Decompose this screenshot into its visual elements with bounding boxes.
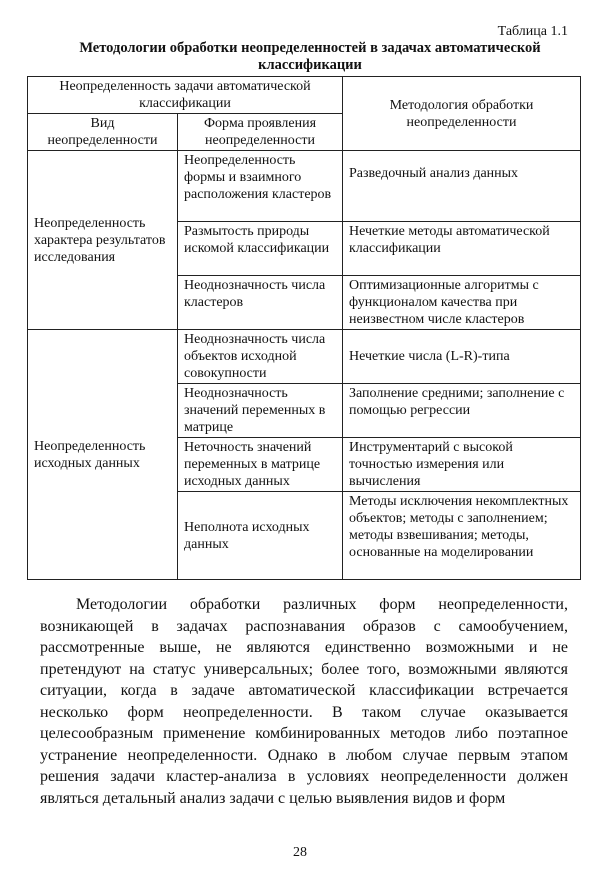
method-cell: Заполнение средними; заполнение с помощью регрессии xyxy=(343,384,581,438)
table-title: Методологии обработки неопределенностей в задачах автоматической классификации xyxy=(79,40,541,73)
form-cell: Неоднозначность числа объектов исходной совокупности xyxy=(178,330,343,384)
form-cell: Размытость природы искомой классификации xyxy=(178,222,343,276)
uncertainty-type-cell: Неопределенность исходных данных xyxy=(28,330,178,580)
table-label: Таблица 1.1 xyxy=(497,24,568,39)
method-cell: Методы исключения некомплектных объектов; методы с заполнением; методы взвешивания; методы, основанные на моделировании xyxy=(343,492,581,580)
table-row xyxy=(28,151,581,222)
method-cell: Оптимизационные алгоритмы с функционалом качества при неизвестном числе кластеров xyxy=(343,276,581,330)
table-header-row xyxy=(28,77,581,114)
form-cell: Неоднозначность значений переменных в матрице xyxy=(178,384,343,438)
body-paragraph: Методологии обработки различных форм неопределенности, возникающей в задачах распознавания образов с самообучением, рассмотренные выше, не являются единственно возможными и не претендуют на статус универсальных; более того, возможными являются ситуации, когда в задаче автоматической классификации встречается несколько форм неопределенности. В таком случае оказывается целесообразным применение комбинированных методов либо поэтапное устранение неопределенности. Однако в любом случае первым этапом решения задачи кластер-анализа в условиях неопределенности должен являться детальный анализ задачи с целью выявления видов и форм xyxy=(40,596,568,807)
method-cell: Инструментарий с высокой точностью измерения или вычисления xyxy=(343,438,581,492)
header-type-cell: Вид неопределенности xyxy=(28,114,178,151)
header-form-cell: Форма проявления неопределенности xyxy=(178,114,343,151)
methodology-table xyxy=(27,76,581,580)
form-cell: Неполнота исходных данных xyxy=(178,492,343,580)
header-group-cell: Неопределенность задачи автоматической классификации xyxy=(28,77,343,114)
method-cell: Нечеткие числа (L-R)-типа xyxy=(343,330,581,384)
form-cell: Неточность значений переменных в матрице исходных данных xyxy=(178,438,343,492)
header-method-cell: Методология обработки неопределенности xyxy=(343,77,581,151)
method-cell: Разведочный анализ данных xyxy=(343,151,581,222)
form-cell: Неопределенность формы и взаимного расположения кластеров xyxy=(178,151,343,222)
method-cell: Нечеткие методы автоматической классификации xyxy=(343,222,581,276)
page-number: 28 xyxy=(293,845,307,860)
uncertainty-type-cell: Неопределенность характера результатов исследования xyxy=(28,151,178,330)
form-cell: Неоднозначность числа кластеров xyxy=(178,276,343,330)
table-row xyxy=(28,330,581,384)
